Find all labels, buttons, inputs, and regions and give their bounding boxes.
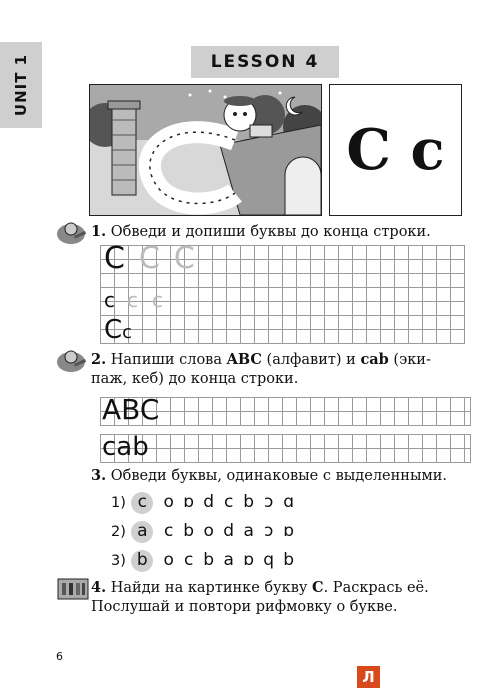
letter-row-2: 2) a c b o d a ɔ ɒ	[111, 521, 299, 543]
cat-roof-illustration	[90, 85, 321, 215]
task-2: 2. Напиши слова ABC (алфавит) и cab (эки- паж, кеб) до конца строки.	[91, 351, 431, 387]
task-4: 4. Найди на картинке букву C. Раскрась её. Послушай и повтори рифмовку о букве.	[91, 579, 429, 615]
page-number: 6	[56, 650, 63, 663]
letter-row-3: 3) b o c b a ɒ q b	[111, 550, 299, 572]
practice-row-1: C C C	[104, 241, 195, 276]
choice-letter[interactable]: ɔ	[264, 521, 274, 541]
choice-letter[interactable]: a	[243, 521, 254, 541]
choice-letter[interactable]: c	[184, 550, 194, 570]
choice-letter[interactable]: b	[203, 550, 215, 570]
lesson-title: LESSON 4	[191, 46, 339, 78]
task-1: 1. Обведи и допиши буквы до конца строки.	[91, 223, 431, 240]
choice-letter[interactable]: b	[183, 521, 195, 541]
letter-row-1: 1) c o ɒ d c b ɔ ɑ	[111, 492, 299, 514]
choice-letter[interactable]: ɑ	[283, 492, 295, 512]
choice-letter[interactable]: ɒ	[183, 492, 195, 512]
pencil-task-icon	[54, 348, 88, 374]
choice-letter[interactable]: o	[203, 521, 214, 541]
highlighted-letter[interactable]: a	[131, 521, 153, 543]
choice-letter[interactable]: o	[163, 492, 174, 512]
choice-letter[interactable]: ɒ	[243, 550, 255, 570]
unit-tab	[0, 42, 42, 128]
unit-label: UNIT 1	[12, 53, 30, 117]
practice-row-2: c c c	[104, 288, 163, 312]
word-cab: cab	[102, 432, 149, 462]
highlighted-letter[interactable]: b	[131, 550, 153, 572]
choice-letter[interactable]: c	[164, 521, 174, 541]
word-grid-2[interactable]	[100, 434, 471, 463]
word-abc: ABC	[102, 393, 160, 426]
choice-letter[interactable]: d	[223, 521, 235, 541]
choice-letter[interactable]: ɔ	[264, 492, 274, 512]
highlighted-letter[interactable]: c	[131, 492, 153, 514]
task-3: 3. Обведи буквы, одинаковые с выделенными.	[91, 467, 448, 484]
choice-letter[interactable]: ɒ	[283, 521, 295, 541]
choice-letter[interactable]: b	[243, 492, 255, 512]
publisher-logo: Л	[357, 666, 380, 688]
choice-letter[interactable]: q	[263, 550, 275, 570]
letter-display: C c	[329, 84, 462, 216]
illustration	[89, 84, 322, 216]
practice-row-3: Cc	[104, 315, 133, 345]
choice-letter[interactable]: d	[203, 492, 215, 512]
crayons-task-icon	[56, 576, 90, 602]
choice-letter[interactable]: c	[224, 492, 234, 512]
choice-letter[interactable]: a	[223, 550, 234, 570]
pencil-task-icon	[54, 220, 88, 246]
choice-letter[interactable]: b	[283, 550, 295, 570]
choice-letter[interactable]: o	[163, 550, 174, 570]
